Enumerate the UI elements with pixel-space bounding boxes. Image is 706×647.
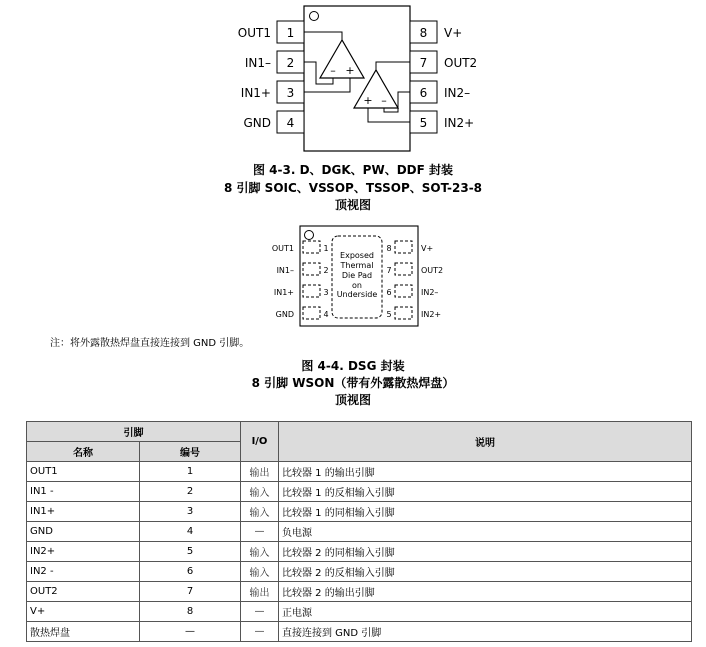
header-pin: 引脚: [27, 422, 241, 442]
wson-name-in1-plus: IN1+: [273, 288, 294, 297]
cell-name: 散热焊盘: [27, 622, 140, 642]
fig1-caption-view: 顶视图: [334, 198, 371, 212]
thermal-pad-note: 注：将外露散热焊盘直接连接到 GND 引脚。: [50, 338, 250, 349]
cell-name: IN1 -: [27, 482, 140, 502]
wson-name-out2: OUT2: [421, 266, 444, 275]
cell-io: 输出: [241, 462, 279, 482]
pin-name-in1-plus: IN1+: [240, 86, 271, 100]
pin-num-4: 4: [286, 116, 295, 130]
table-row: [27, 542, 692, 562]
cell-name: OUT2: [27, 582, 140, 602]
cell-io: 输入: [241, 502, 279, 522]
table-row: [27, 602, 692, 622]
wson-name-in2-plus: IN2+: [421, 310, 442, 319]
comparator-1-plus-sign: +: [345, 64, 355, 77]
pin-name-in1-minus: IN1–: [244, 56, 271, 70]
wson-num-4: 4: [323, 310, 329, 319]
wson-num-7: 7: [386, 266, 392, 275]
pin-name-vplus: V+: [444, 26, 463, 40]
table-row: [27, 622, 692, 642]
cell-description: 比较器 1 的同相输入引脚: [279, 502, 692, 522]
cell-number: 4: [140, 522, 241, 542]
header-name: 名称: [27, 442, 140, 462]
cell-name: IN2+: [27, 542, 140, 562]
pad-line-2: Thermal: [340, 261, 374, 270]
cell-io: 输出: [241, 582, 279, 602]
pad-line-5: Underside: [336, 290, 378, 299]
table-row: [27, 462, 692, 482]
table-row: [27, 562, 692, 582]
pin-name-out1: OUT1: [237, 26, 271, 40]
cell-number: 7: [140, 582, 241, 602]
pin-num-7: 7: [419, 56, 428, 70]
pin-name-gnd: GND: [243, 116, 271, 130]
pin-num-2: 2: [286, 56, 295, 70]
cell-description: 正电源: [279, 602, 692, 622]
wson-name-gnd: GND: [275, 310, 294, 319]
cell-number: 8: [140, 602, 241, 622]
pad-line-4: on: [352, 281, 362, 290]
cell-description: 比较器 1 的反相输入引脚: [279, 482, 692, 502]
table-row: [27, 502, 692, 522]
cell-io: 输入: [241, 542, 279, 562]
cell-name: IN2 -: [27, 562, 140, 582]
wson-num-1: 1: [323, 244, 329, 253]
wson-name-in1-minus: IN1–: [276, 266, 294, 275]
wson-num-2: 2: [323, 266, 329, 275]
table-row: [27, 582, 692, 602]
cell-name: V+: [27, 602, 140, 622]
pin-name-in2-minus: IN2–: [444, 86, 471, 100]
wson-name-vplus: V+: [421, 244, 434, 253]
pin-num-5: 5: [419, 116, 428, 130]
pin-num-3: 3: [286, 86, 295, 100]
pin-num-1: 1: [286, 26, 295, 40]
pin-name-in2-plus: IN2+: [444, 116, 475, 130]
wson-name-in2-minus: IN2–: [421, 288, 439, 297]
fig1-caption-subtitle: 8 引脚 SOIC、VSSOP、TSSOP、SOT-23-8: [223, 181, 483, 195]
wson-num-3: 3: [323, 288, 329, 297]
cell-number: 5: [140, 542, 241, 562]
fig1-caption-title: 图 4-3. D、DGK、PW、DDF 封装: [253, 163, 453, 177]
cell-number: 1: [140, 462, 241, 482]
header-number: 编号: [140, 442, 241, 462]
cell-number: —: [140, 622, 241, 642]
table-row: [27, 522, 692, 542]
cell-io: 输入: [241, 482, 279, 502]
wson-num-5: 5: [386, 310, 392, 319]
fig2-caption-title: 图 4-4. DSG 封装: [301, 359, 405, 373]
cell-io: —: [241, 522, 279, 542]
fig2-caption-view: 顶视图: [334, 393, 371, 407]
pin-num-8: 8: [419, 26, 428, 40]
comparator-1-minus-sign: –: [330, 64, 336, 77]
cell-io: 输入: [241, 562, 279, 582]
wson-num-8: 8: [386, 244, 392, 253]
fig2-caption-subtitle: 8 引脚 WSON（带有外露散热焊盘）: [251, 376, 455, 390]
cell-number: 3: [140, 502, 241, 522]
cell-number: 2: [140, 482, 241, 502]
pin-num-6: 6: [419, 86, 428, 100]
cell-description: 负电源: [279, 522, 692, 542]
header-description: 说明: [279, 422, 692, 462]
comparator-2-minus-sign: –: [381, 94, 387, 107]
cell-name: OUT1: [27, 462, 140, 482]
cell-name: GND: [27, 522, 140, 542]
wson-num-6: 6: [386, 288, 392, 297]
table-row: [27, 482, 692, 502]
wson-name-out1: OUT1: [271, 244, 294, 253]
pin-function-table: [26, 421, 692, 642]
cell-description: 比较器 2 的同相输入引脚: [279, 542, 692, 562]
soic-pinout-diagram: [0, 0, 706, 160]
pad-line-1: Exposed: [340, 251, 374, 260]
cell-number: 6: [140, 562, 241, 582]
cell-description: 比较器 2 的输出引脚: [279, 582, 692, 602]
cell-description: 比较器 2 的反相输入引脚: [279, 562, 692, 582]
cell-name: IN1+: [27, 502, 140, 522]
pad-line-3: Die Pad: [341, 271, 373, 280]
cell-io: —: [241, 602, 279, 622]
header-io: I/O: [241, 422, 279, 462]
cell-io: —: [241, 622, 279, 642]
cell-description: 直接连接到 GND 引脚: [279, 622, 692, 642]
cell-description: 比较器 1 的输出引脚: [279, 462, 692, 482]
comparator-2-plus-sign: +: [363, 94, 373, 107]
pin-name-out2: OUT2: [444, 56, 478, 70]
wson-pinout-diagram: [0, 220, 706, 330]
